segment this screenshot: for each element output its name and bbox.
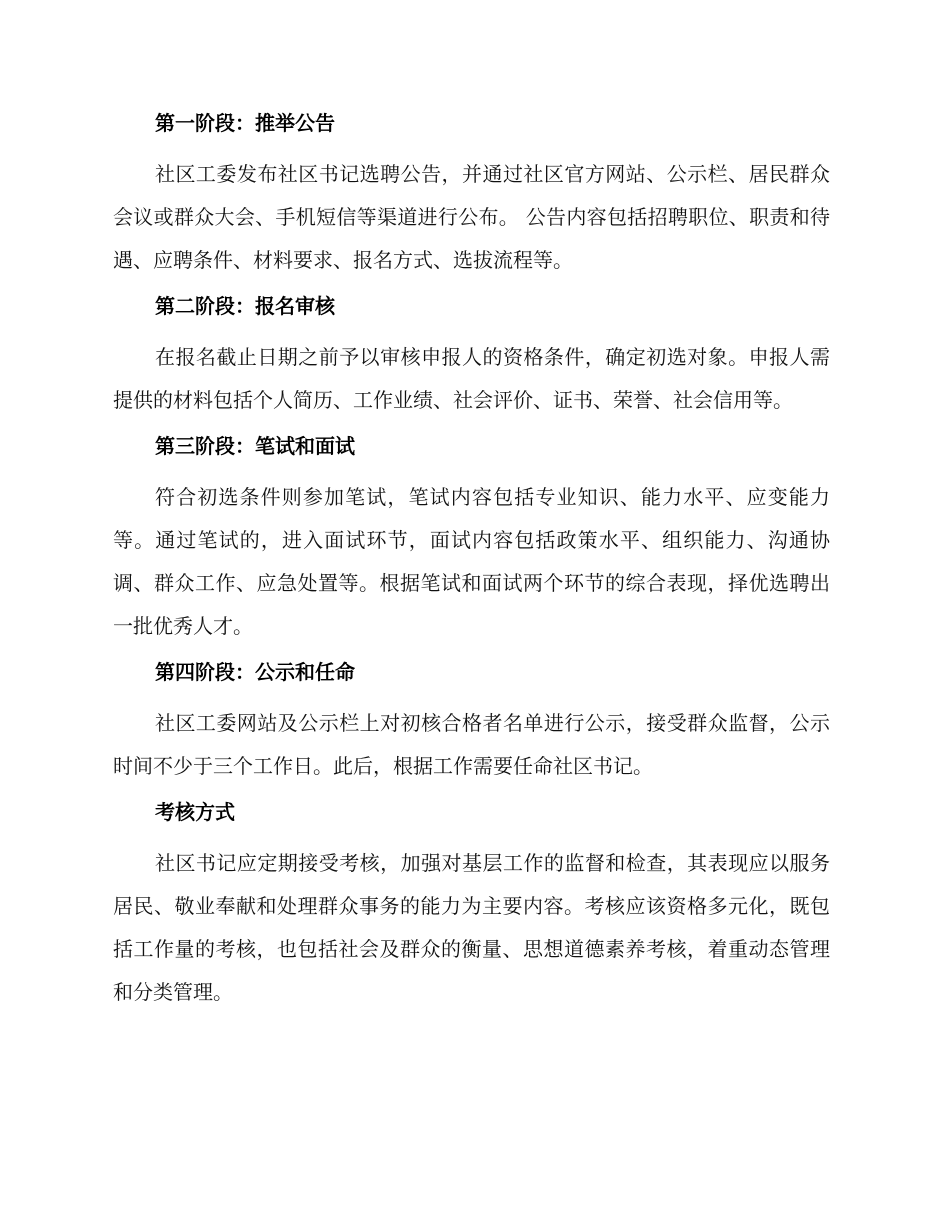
section-paragraph: 社区工委发布社区书记选聘公告，并通过社区官方网站、公示栏、居民群众会议或群众大会、手机短信等渠道进行公布。 公告内容包括招聘职位、职责和待遇、应聘条件、材料要求、报名方式、选拔流程等。 <box>113 162 830 272</box>
section-heading: 第三阶段：笔试和面试 <box>155 434 355 458</box>
section-stage-2 <box>113 291 830 422</box>
section-heading: 第四阶段：公示和任命 <box>155 660 355 684</box>
section-stage-3 <box>113 431 830 648</box>
section-stage-1 <box>113 108 830 282</box>
section-heading: 第二阶段：报名审核 <box>155 294 335 318</box>
section-paragraph: 在报名截止日期之前予以审核申报人的资格条件，确定初选对象。申报人需提供的材料包括个人简历、工作业绩、社会评价、证书、荣誉、社会信用等。 <box>113 345 830 412</box>
section-paragraph: 符合初选条件则参加笔试，笔试内容包括专业知识、能力水平、应变能力等。通过笔试的，进入面试环节，面试内容包括政策水平、组织能力、沟通协调、群众工作、应急处置等。根据笔试和面试两个环节的综合表现，择优选聘出一批优秀人才。 <box>113 485 830 638</box>
section-heading: 第一阶段：推举公告 <box>155 111 335 135</box>
section-paragraph: 社区书记应定期接受考核，加强对基层工作的监督和检查，其表现应以服务居民、敬业奉献和处理群众事务的能力为主要内容。考核应该资格多元化，既包括工作量的考核，也包括社会及群众的衡量、思想道德素养考核，着重动态管理和分类管理。 <box>113 851 830 1004</box>
section-paragraph: 社区工委网站及公示栏上对初核合格者名单进行公示，接受群众监督，公示时间不少于三个工作日。此后，根据工作需要任命社区书记。 <box>113 711 830 778</box>
section-heading: 考核方式 <box>155 800 235 824</box>
section-stage-4 <box>113 657 830 788</box>
section-assessment <box>113 797 830 1014</box>
